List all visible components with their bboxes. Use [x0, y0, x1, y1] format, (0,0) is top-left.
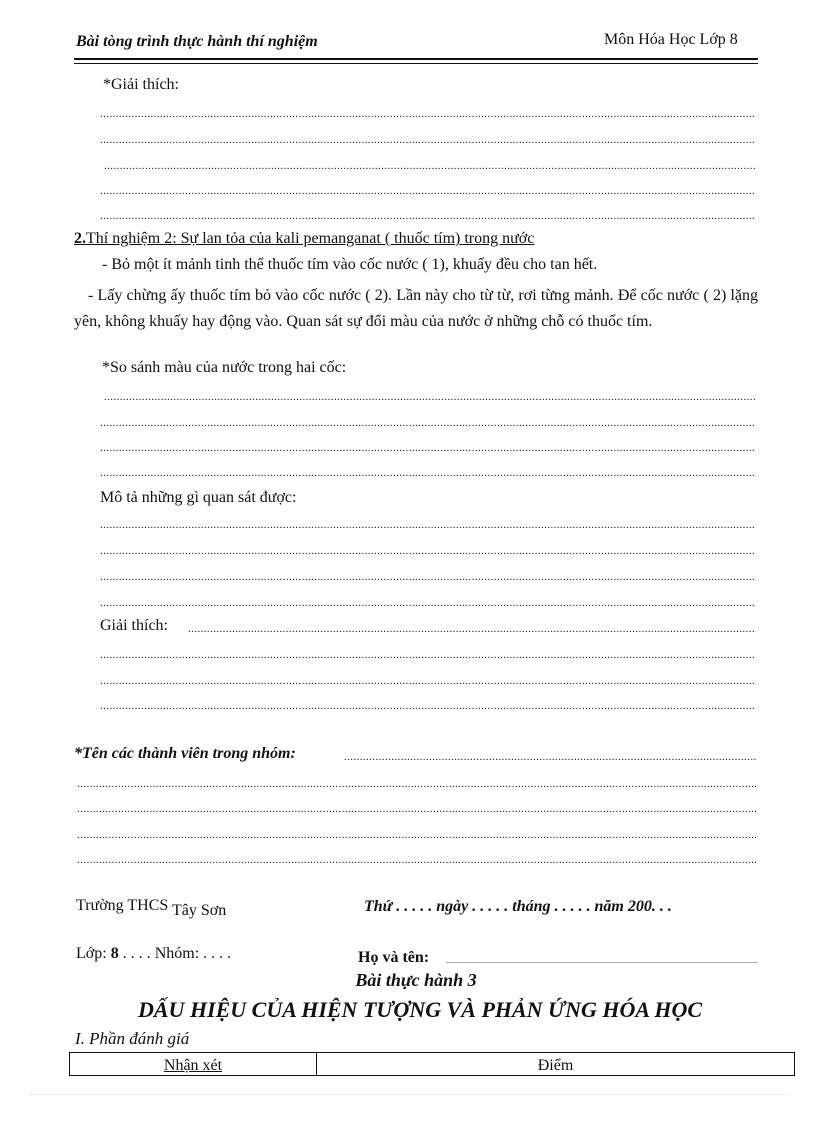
- exp2-title-rest: Sự lan tỏa của kali pemanganat ( thuốc tím) trong nước: [176, 230, 535, 247]
- exp2-para1: - Bỏ một ít mảnh tinh thể thuốc tím vào cốc nước ( 1), khuấy đều cho tan hết.: [102, 256, 598, 273]
- answer-line[interactable]: [100, 544, 756, 558]
- answer-line[interactable]: [100, 209, 756, 223]
- exp2-number: 2.: [74, 230, 86, 247]
- name-label: Họ và tên:: [358, 949, 430, 966]
- school-name: Tây Sơn: [172, 902, 227, 919]
- answer-line[interactable]: [77, 802, 756, 816]
- answer-line[interactable]: [100, 466, 756, 480]
- header-left-title: Bài tòng trình thực hành thí nghiệm: [76, 33, 318, 50]
- answer-line[interactable]: [344, 750, 756, 764]
- answer-line[interactable]: [100, 184, 756, 198]
- school-line: [76, 897, 227, 919]
- class-label: Lớp:: [76, 945, 111, 962]
- answer-line[interactable]: [100, 648, 756, 662]
- exp2-compare-label: *So sánh màu của nước trong hai cốc:: [102, 359, 347, 376]
- main-title: DẤU HIỆU CỦA HIỆN TƯỢNG VÀ PHẢN ỨNG HÓA HỌC: [138, 997, 703, 1022]
- date-line[interactable]: Thứ . . . . . ngày . . . . . tháng . . . . . năm 200. . .: [364, 898, 672, 915]
- answer-line[interactable]: [100, 699, 756, 713]
- class-value: 8: [110, 945, 119, 962]
- page-bottom-rule: [28, 1094, 788, 1095]
- class-group-line[interactable]: [76, 945, 231, 963]
- answer-line[interactable]: [100, 518, 756, 532]
- name-input-line[interactable]: [446, 954, 758, 968]
- answer-line[interactable]: [100, 107, 756, 121]
- school-label: Trường THCS: [76, 897, 172, 914]
- header-rule-thick: [74, 58, 758, 60]
- answer-line[interactable]: [188, 622, 756, 636]
- exp2-title-bold: Thí nghiệm 2:: [86, 230, 177, 247]
- answer-line[interactable]: [100, 441, 756, 455]
- part-title: I. Phần đánh giá: [75, 1029, 190, 1048]
- answer-line[interactable]: [77, 828, 756, 842]
- group-label: . . . . Nhóm: . . . .: [118, 945, 232, 962]
- header-right-title: Môn Hóa Học Lớp 8: [604, 31, 738, 48]
- answer-line[interactable]: [104, 390, 756, 404]
- exp1-explain-label: *Giải thích:: [103, 76, 179, 93]
- header-score: Điểm: [317, 1053, 795, 1076]
- answer-line[interactable]: [100, 596, 756, 610]
- answer-line[interactable]: [100, 674, 756, 688]
- header-rule-thin: [74, 63, 758, 64]
- answer-line[interactable]: [100, 416, 756, 430]
- evaluation-table: [69, 1052, 795, 1076]
- answer-line[interactable]: [77, 853, 756, 867]
- answer-line[interactable]: [100, 133, 756, 147]
- exp2-para2: - Lấy chừng ấy thuốc tím bỏ vào cốc nước ( 2). Lần này cho từ từ, rơi từng mảnh. Để cốc nước ( 2) lặng yên, không khuấy hay động vào. Quan sát sự đổi màu của nước ở những chỗ có thuốc tím.: [74, 287, 758, 330]
- answer-line[interactable]: [104, 159, 756, 173]
- members-label: *Tên các thành viên trong nhóm:: [74, 745, 296, 762]
- exp2-title: [74, 230, 534, 248]
- header-comment: Nhận xét: [70, 1053, 317, 1076]
- exp2-explain-label: Giải thích:: [100, 617, 168, 634]
- exp2-describe-label: Mô tả những gì quan sát được:: [100, 489, 297, 506]
- lab-title: Bài thực hành 3: [355, 970, 477, 990]
- answer-line[interactable]: [77, 777, 756, 791]
- answer-line[interactable]: [100, 570, 756, 584]
